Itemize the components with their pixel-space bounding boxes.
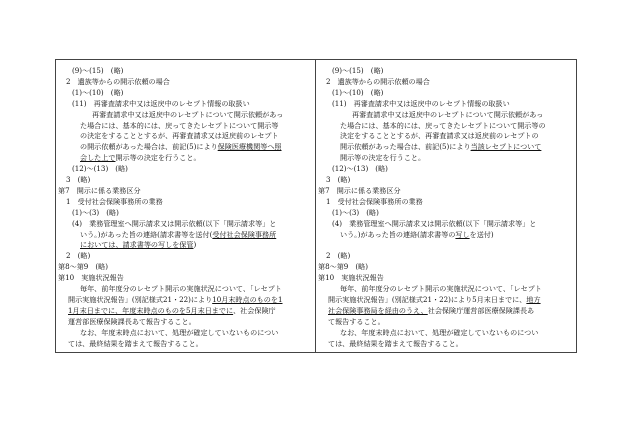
- text-segment: (1)～(3) (略): [332, 207, 379, 217]
- text-segment: なお、年度末時点において、処理が確定していないものについ: [80, 327, 279, 337]
- text-segment: (1)～(3) (略): [72, 207, 119, 217]
- right-text-line: [326, 197, 423, 207]
- text-segment: の開示依頼があった場合は、前記(5)により: [80, 142, 218, 152]
- left-text-line: [72, 99, 250, 109]
- text-segment: 2 遺族等からの開示依頼の場合: [326, 76, 430, 86]
- text-segment: 第7 開示に係る業務区分: [58, 185, 141, 195]
- text-segment: (1)～(10) (略): [72, 87, 124, 97]
- right-text-line: [328, 339, 463, 349]
- left-text-line: [92, 110, 283, 120]
- text-segment: 運営部医療保険課長あて報告すること。: [68, 316, 196, 326]
- right-text-line: [340, 328, 538, 338]
- right-text-line: [326, 77, 430, 87]
- right-text-line: [318, 186, 401, 196]
- underlined-text: 10月末時点のものを1: [212, 294, 283, 304]
- left-text-line: [80, 328, 278, 338]
- right-text-line: [318, 262, 368, 272]
- underlined-text: 会した上で: [80, 153, 116, 163]
- text-segment: (12)～(13) (略): [72, 164, 128, 174]
- underlined-text: においては、請求書等の写しを保管: [80, 240, 194, 250]
- left-text-line: [68, 317, 196, 327]
- text-segment: 第8～第9 (略): [58, 262, 109, 272]
- right-text-line: [340, 131, 539, 141]
- right-text-line: [340, 284, 542, 294]
- text-segment: 第10 実施状況報告: [58, 273, 124, 283]
- text-segment: を送付): [469, 229, 494, 239]
- text-segment: (12)～(13) (略): [332, 164, 388, 174]
- text-segment: (1)～(10) (略): [332, 87, 384, 97]
- left-text-line: [68, 295, 282, 305]
- comparison-table: [55, 59, 577, 353]
- text-segment: た場合には、基本的には、戻ってきたレセプトについて開示等: [80, 120, 279, 130]
- left-text-line: [72, 88, 123, 98]
- right-text-line: [326, 175, 350, 185]
- old-text-column: [56, 60, 316, 352]
- left-text-line: [72, 219, 276, 229]
- right-text-line: [340, 153, 425, 163]
- underlined-text: 保険医療機関等へ照: [217, 142, 282, 152]
- new-text-column: [316, 60, 576, 352]
- text-segment: 毎年、前年度分のレセプト開示の実施状況について、「レセプト: [80, 284, 282, 293]
- text-segment: (9)～(15) (略): [332, 66, 384, 75]
- right-text-line: [328, 317, 385, 327]
- text-segment: いう。)があった旨の連絡(請求書等を送付(: [80, 229, 213, 239]
- left-text-line: [66, 197, 163, 207]
- left-text-line: [72, 66, 123, 76]
- right-text-line: [328, 295, 541, 305]
- text-segment: 開示実施状況報告」(別記様式21・22)により5月末日までに、: [328, 294, 527, 304]
- text-segment: 開示等の決定を行うこと。: [115, 153, 201, 163]
- text-segment: 毎年、前年度分のレセプト開示の実施状況について、「レセプト: [340, 284, 542, 293]
- text-segment: (11) 再審査請求中又は返戻中のレセプト情報の取扱い: [72, 98, 250, 108]
- right-text-line: [332, 208, 379, 218]
- left-text-line: [72, 208, 119, 218]
- right-text-line: [332, 66, 383, 76]
- right-text-line: [332, 99, 510, 109]
- text-segment: ては、最終結果を踏まえて報告すること。: [68, 338, 203, 348]
- text-segment: ては、最終結果を踏まえて報告すること。: [328, 338, 463, 348]
- left-text-line: [80, 131, 279, 141]
- text-segment: 開示依頼があった場合は、前記(5)により: [340, 142, 471, 152]
- text-segment: なお、年度末時点において、処理が確定していないものについ: [340, 327, 539, 337]
- left-text-line: [80, 240, 196, 250]
- right-text-line: [328, 306, 534, 316]
- underlined-text: 写し: [455, 229, 470, 239]
- left-text-line: [66, 77, 170, 87]
- left-text-line: [80, 153, 201, 163]
- underlined-text: 社会保険事務局を経由のうえ、: [328, 305, 428, 315]
- left-text-line: [66, 251, 90, 261]
- right-text-line: [332, 88, 383, 98]
- underlined-text: 1月末日までに、年度末時点のものを5月末日までに: [68, 305, 234, 315]
- text-segment: の決定をすることとするが、再審査請求又は返戻前のレセプト: [80, 131, 279, 141]
- text-segment: ): [193, 240, 197, 250]
- underlined-text: 地方: [526, 294, 541, 304]
- right-text-line: [340, 142, 541, 152]
- text-segment: 決定をすることとするが、再審査請求又は返戻前のレセプトの: [340, 131, 539, 141]
- text-segment: 再審査請求中又は返戻中のレセプトについて開示依頼があっ: [92, 109, 284, 119]
- text-segment: 開示等の決定を行うこと。: [340, 153, 426, 163]
- text-segment: (9)～(15) (略): [72, 66, 124, 75]
- left-text-line: [80, 284, 282, 294]
- left-text-line: [66, 175, 90, 185]
- left-text-line: [72, 164, 128, 174]
- right-text-line: [326, 251, 350, 261]
- text-segment: 第8～第9 (略): [318, 262, 369, 272]
- right-text-line: [332, 164, 388, 174]
- text-segment: 第7 開示に係る業務区分: [318, 185, 401, 195]
- text-segment: 2 (略): [326, 251, 351, 261]
- left-text-line: [80, 230, 276, 240]
- text-segment: (4) 業務管理室へ開示請求又は開示依頼(以下「開示請求等」と: [332, 218, 537, 228]
- left-text-line: [80, 121, 278, 131]
- text-segment: た場合には、基本的には、戻ってきたレセプトについて開示等の: [340, 120, 546, 130]
- right-text-line: [340, 230, 494, 240]
- left-text-line: [68, 306, 276, 316]
- text-segment: 再審査請求中又は返戻中のレセプトについて開示依頼があっ: [352, 109, 544, 119]
- text-segment: て報告すること。: [328, 316, 385, 326]
- right-text-line: [318, 273, 384, 283]
- left-text-line: [58, 262, 108, 272]
- text-segment: いう。)があった旨の連絡(請求書等の: [340, 229, 456, 239]
- left-text-line: [58, 273, 124, 283]
- text-segment: (4) 業務管理室へ開示請求又は開示依頼(以下「開示請求等」と: [72, 218, 277, 228]
- text-segment: (11) 再審査請求中又は返戻中のレセプト情報の取扱い: [332, 98, 510, 108]
- right-text-line: [352, 110, 543, 120]
- right-text-line: [340, 121, 546, 131]
- underlined-text: 受付社会保険事務所: [212, 229, 277, 239]
- text-segment: 3 (略): [66, 175, 91, 184]
- text-segment: 2 (略): [66, 251, 91, 261]
- text-segment: 社会保険庁運営部医療保険課長あ: [427, 305, 535, 315]
- text-segment: 1 受付社会保険事務所の業務: [66, 196, 163, 206]
- left-text-line: [80, 142, 282, 152]
- left-text-line: [68, 339, 203, 349]
- text-segment: 2 遺族等からの開示依頼の場合: [66, 76, 170, 86]
- text-segment: 開示実施状況報告」(別記様式21・22)により: [68, 294, 213, 304]
- text-segment: 第10 実施状況報告: [318, 273, 384, 283]
- left-text-line: [58, 186, 141, 196]
- text-segment: 、社会保険庁: [233, 305, 276, 315]
- text-segment: 1 受付社会保険事務所の業務: [326, 196, 423, 206]
- right-text-line: [332, 219, 536, 229]
- underlined-text: 当該レセプトについて: [470, 142, 542, 152]
- text-segment: 3 (略): [326, 175, 351, 184]
